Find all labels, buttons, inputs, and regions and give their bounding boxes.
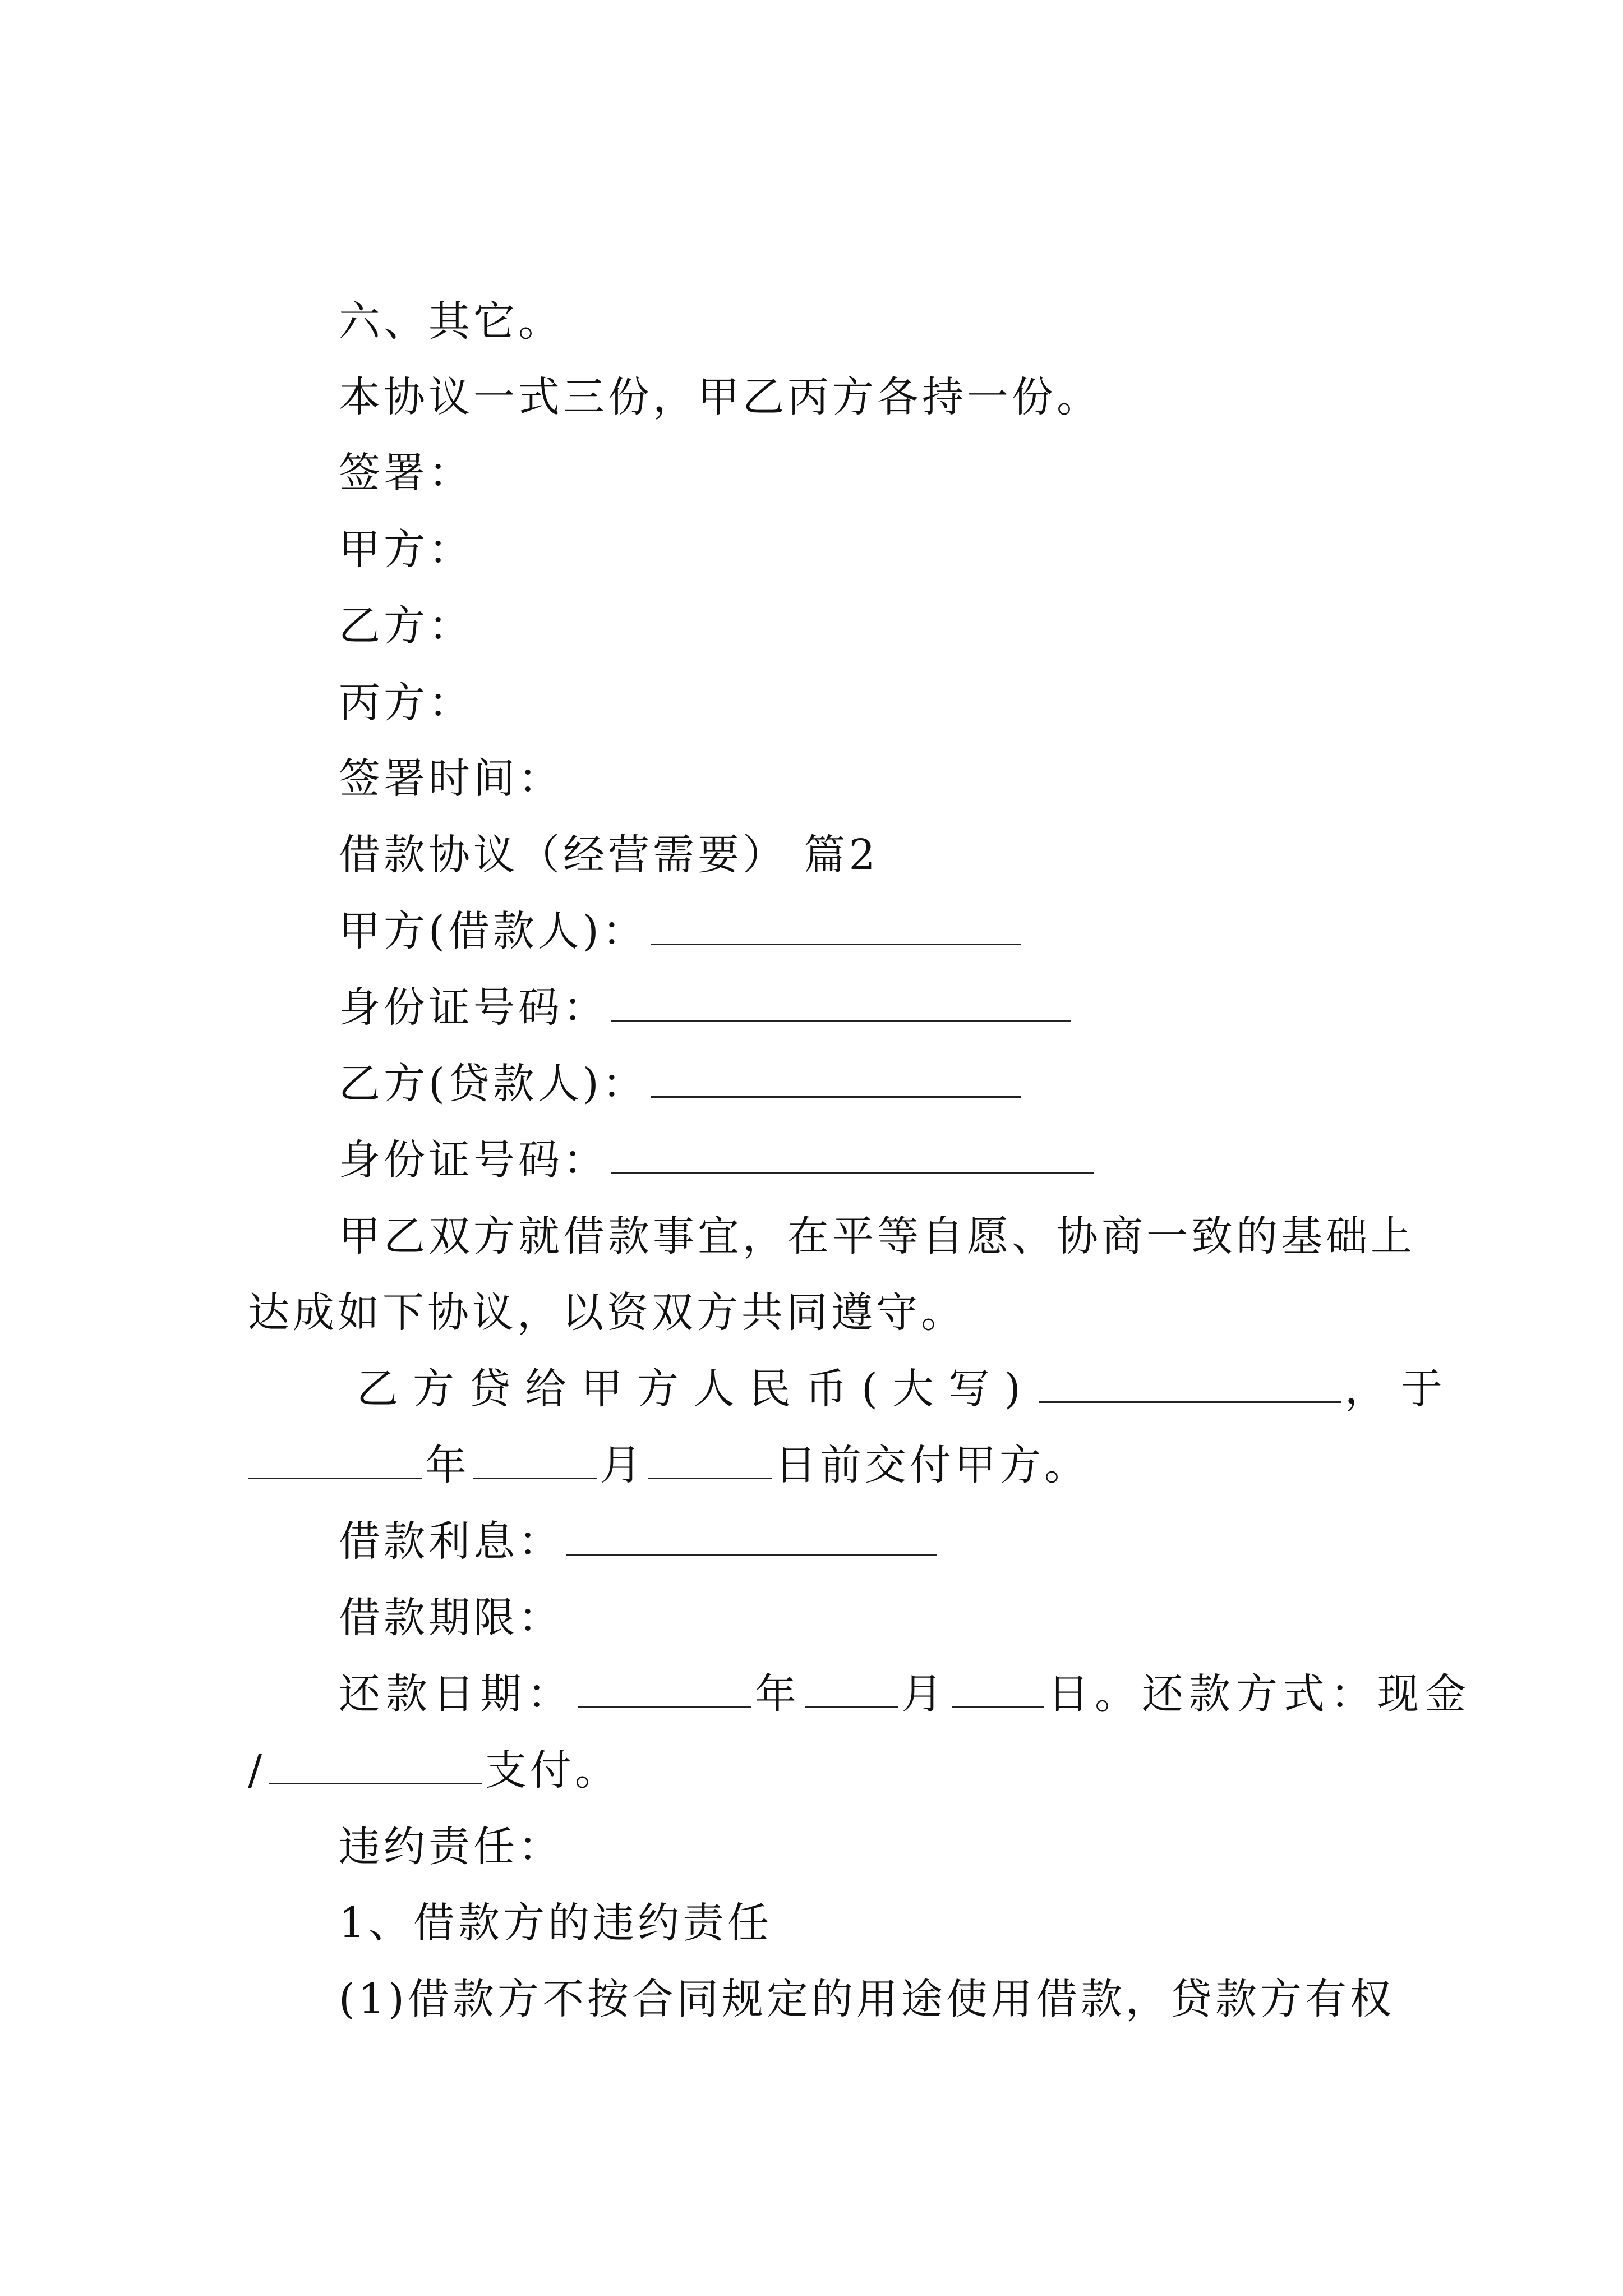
month-label: 月 — [600, 1441, 645, 1489]
label-text: 借款期限： — [339, 1594, 563, 1642]
interest-line — [0, 1503, 1623, 1580]
fill-blank — [473, 1443, 597, 1479]
clause-item — [0, 1961, 1623, 2037]
clause-text: 1、借款方的违约责任 — [339, 1899, 773, 1947]
day-label: 日前交付甲方。 — [775, 1441, 1089, 1489]
fill-blank — [648, 1443, 772, 1479]
fill-blank — [269, 1748, 482, 1784]
paragraph-text: 达成如下协议，以资双方共同遵守。 — [248, 1289, 966, 1337]
borrower-line — [0, 893, 1623, 969]
fill-blank — [1039, 1366, 1341, 1403]
fill-blank — [578, 1672, 751, 1708]
fill-blank — [651, 909, 1021, 945]
loan-amount-line — [0, 1351, 1623, 1427]
label-text: 日。还款方式：现金 — [1048, 1670, 1472, 1718]
signature-label — [0, 435, 1623, 511]
delivery-date-line — [0, 1427, 1623, 1503]
clause-heading — [0, 1885, 1623, 1961]
label-text: 还款日期： — [339, 1670, 574, 1718]
section-heading — [0, 283, 1623, 360]
agreement-title — [0, 817, 1623, 893]
label-text: 乙方贷给甲方人民币(大写) — [357, 1365, 1035, 1413]
label-text: 借款利息： — [339, 1517, 563, 1566]
paragraph — [0, 1198, 1623, 1274]
payment-method-line — [0, 1732, 1623, 1809]
label-text: 签署时间： — [339, 754, 563, 803]
label-text: 身份证号码： — [339, 1136, 608, 1184]
fill-blank — [952, 1672, 1044, 1708]
month-label: 月 — [901, 1670, 948, 1718]
fill-blank — [611, 985, 1071, 1022]
year-label: 年 — [755, 1670, 802, 1718]
label-text: 身份证号码： — [339, 983, 608, 1032]
lender-id-line — [0, 1122, 1623, 1198]
paragraph-continued — [0, 1274, 1623, 1351]
paragraph — [0, 359, 1623, 435]
title-text: 借款协议（经营需要） 篇2 — [339, 831, 879, 879]
fill-blank — [651, 1061, 1021, 1098]
label-text: 甲方： — [339, 526, 473, 574]
party-b-label — [0, 588, 1623, 664]
party-c-label — [0, 665, 1623, 741]
label-text: 甲方(借款人)： — [339, 907, 647, 955]
paragraph-text: 甲乙双方就借款事宜，在平等自愿、协商一致的基础上 — [339, 1212, 1415, 1260]
fill-blank — [805, 1672, 898, 1708]
year-label: 年 — [425, 1441, 470, 1489]
fill-blank — [248, 1443, 422, 1479]
label-text: ，于 — [1344, 1365, 1457, 1413]
borrower-id-line — [0, 969, 1623, 1046]
heading-text: 六、其它。 — [339, 297, 563, 346]
party-a-label — [0, 512, 1623, 588]
liability-label — [0, 1809, 1623, 1885]
clause-text: (1)借款方不按合同规定的用途使用借款，贷款方有权 — [339, 1975, 1395, 2023]
term-line — [0, 1580, 1623, 1656]
fill-blank — [566, 1519, 937, 1556]
label-text: 支付。 — [485, 1746, 620, 1795]
repayment-date-line — [0, 1656, 1623, 1732]
label-text: / — [248, 1746, 265, 1795]
sign-date-label — [0, 740, 1623, 817]
label-text: 签署： — [339, 449, 473, 497]
label-text: 丙方： — [339, 679, 473, 727]
label-text: 乙方(贷款人)： — [339, 1060, 647, 1108]
lender-line — [0, 1046, 1623, 1122]
label-text: 违约责任： — [339, 1823, 563, 1871]
paragraph-text: 本协议一式三份，甲乙丙方各持一份。 — [339, 373, 1101, 421]
label-text: 乙方： — [339, 602, 473, 650]
fill-blank — [611, 1138, 1094, 1174]
